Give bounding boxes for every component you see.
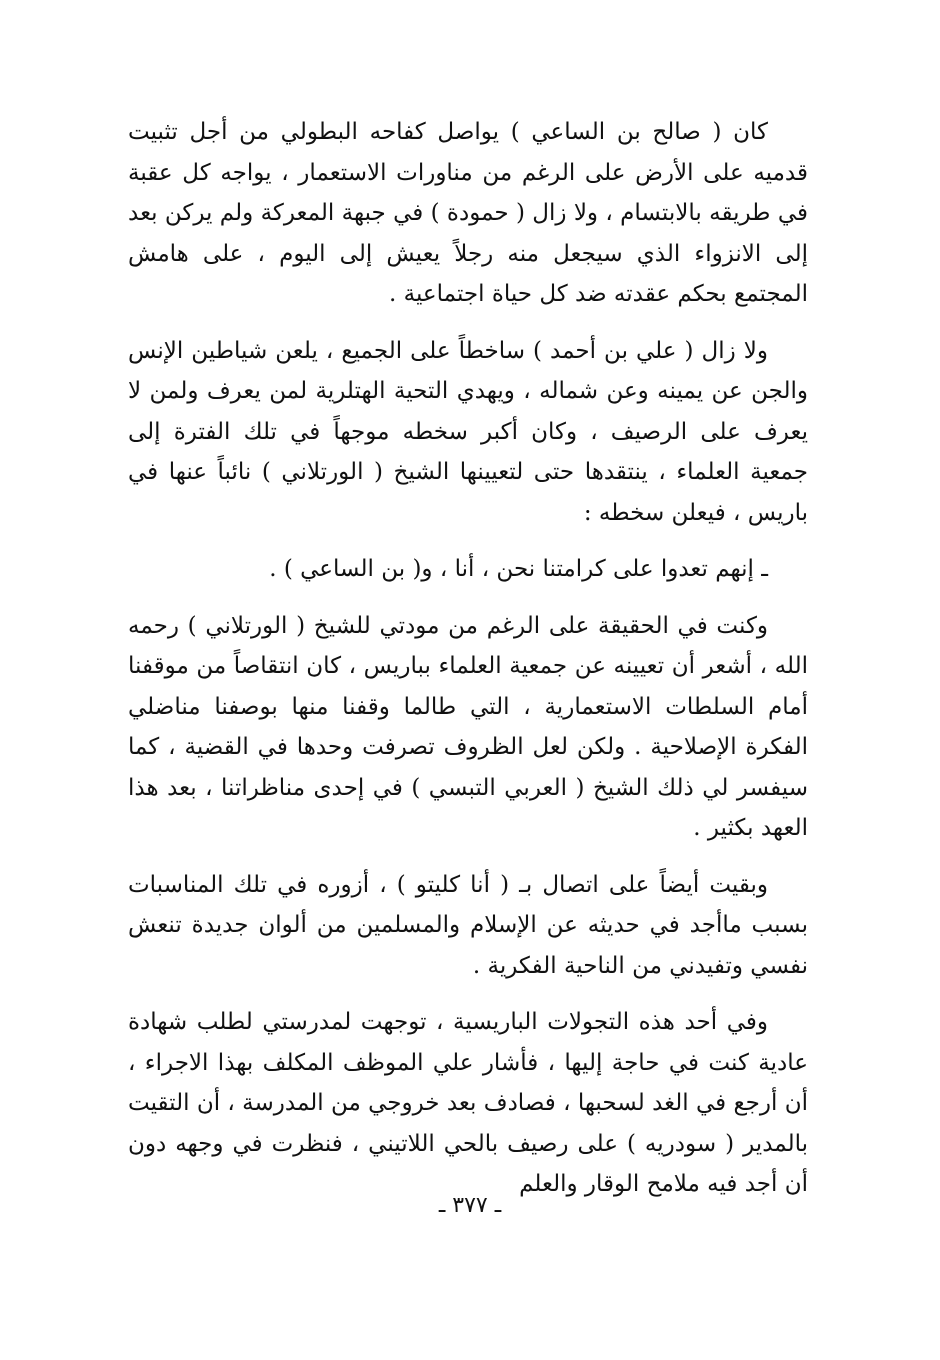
paragraph-6: وفي أحد هذه التجولات الباريسية ، توجهت لمدرستي لطلب شهادة عادية كنت في حاجة إليها ، فأشار علي الموظف المكلف بهذا الاجراء ، أن أرجع في الغد لسحبها ، فصادف بعد خروجي من المدرسة ، أن التقيت بالمدير ( سودريه ) على رصيف بالحي اللاتيني ، فنظرت في وجهه دون أن أجد فيه ملامح الوقار والعلم (128, 1009, 808, 1197)
paragraph-1: كان ( صالح بن الساعي ) يواصل كفاحه البطولي من أجل تثبيت قدميه على الأرض على الرغم من مناورات الاستعمار ، يواجه كل عقبة في طريقه بالابتسام ، ولا زال ( حمودة ) في جبهة المعركة ولم يركن بعد إلى الانزواء الذي سيجعل منه رجلاً يعيش إلى اليوم ، على هامش المجتمع بحكم عقدته ضد كل حياة اجتماعية . (128, 119, 808, 307)
page-number: ـ ٣٧٧ ـ (438, 1193, 502, 1218)
paragraph-4: وكنت في الحقيقة على الرغم من مودتي للشيخ ( الورتلاني ) رحمه الله ، أشعر أن تعيينه عن جمعية العلماء بباريس ، كان انتقاصاً من موقفنا أمام السلطات الاستعمارية ، التي طالما وقفنا منها بوصفنا مناضلي الفكرة الإصلاحية . ولكن لعل الظروف تصرفت وحدها في القضية ، كما سيفسر لي ذلك الشيخ ( العربي التبسي ) في إحدى مناظراتنا ، بعد هذا العهد بكثير . (128, 612, 808, 841)
paragraph-5: وبقيت أيضاً على اتصال بـ ( أنا كليتو ) ، أزوره في تلك المناسبات بسبب ماأجد في حديثه عن الإسلام والمسلمين من ألوان جديدة تنعش نفسي وتفيدني من الناحية الفكرية . (128, 871, 808, 979)
body-text (128, 112, 808, 1221)
paragraph-2: ولا زال ( علي بن أحمد ) ساخطاً على الجميع ، يلعن شياطين الإنس والجن عن يمينه وعن شماله ، ويهدي التحية الهتلرية لمن يعرف ولمن لا يعرف على الرصيف ، وكان أكبر سخطه موجهاً في تلك الفترة إلى جمعية العلماء ، ينتقدها حتى لتعيينها الشيخ ( الورتلاني ) نائباً عنها في باريس ، فيعلن سخطه : (128, 337, 808, 526)
paragraph-quote: ـ إنهم تعدوا على كرامتنا نحن ، أنا ، و( بن الساعي ) . (269, 556, 768, 582)
